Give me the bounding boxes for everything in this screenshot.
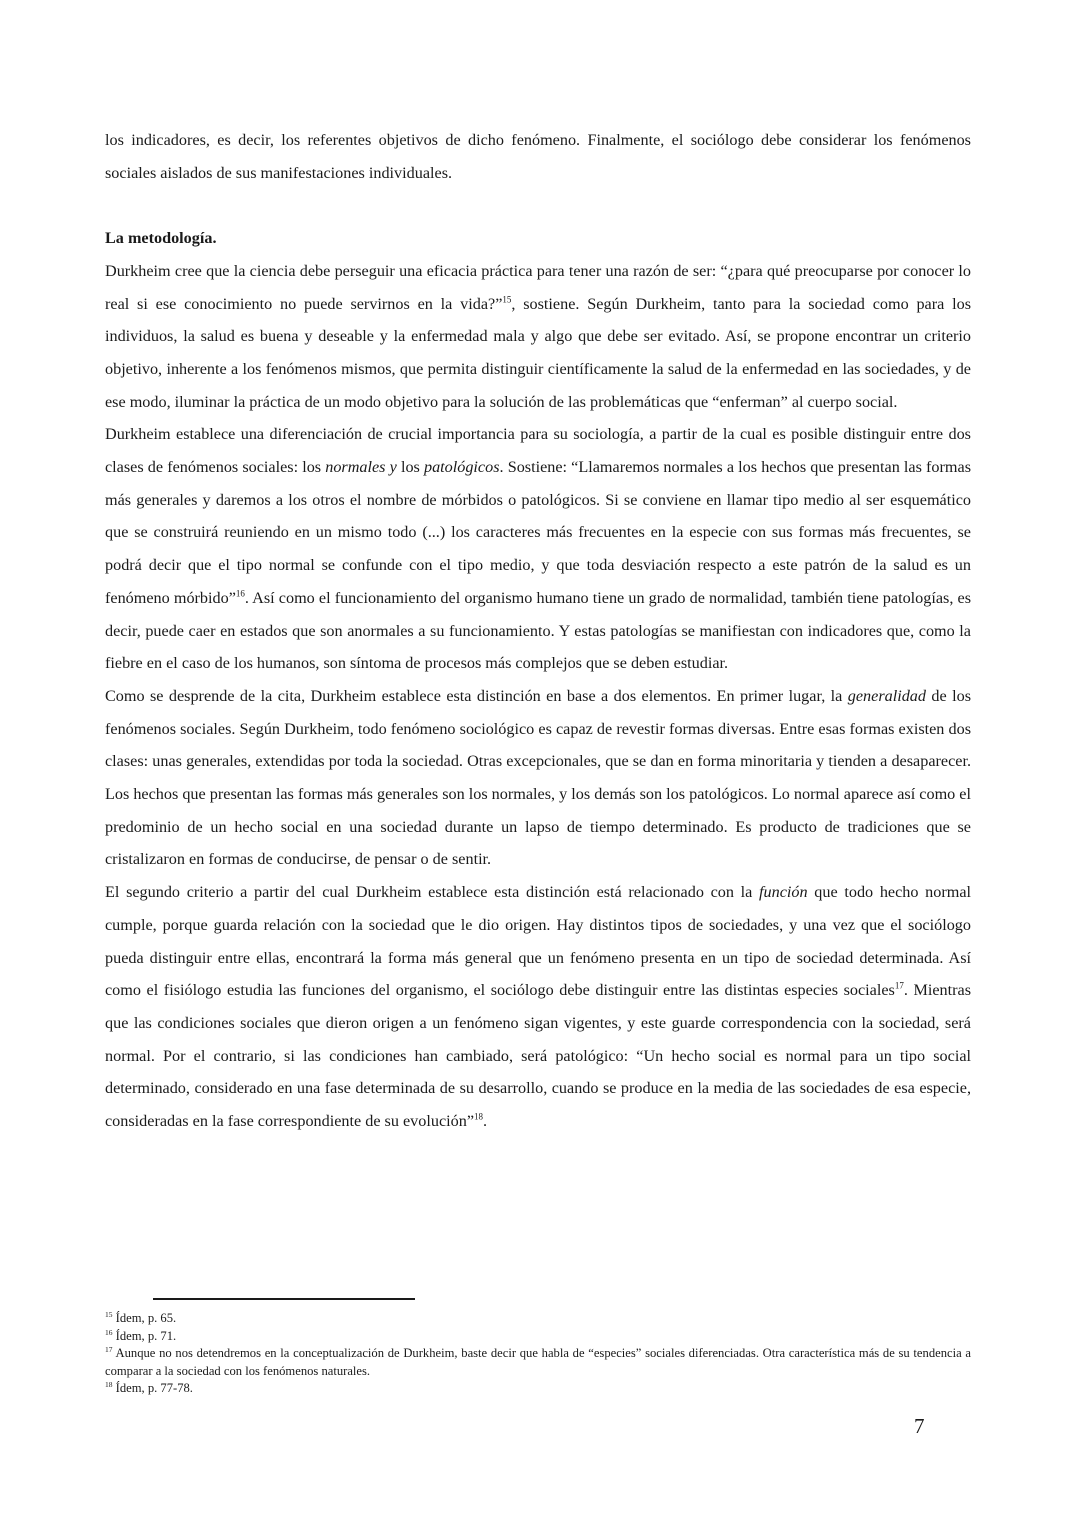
p1-text-b: , sostiene. Según Durkheim, tanto para la sociedad como para los individuos, la salud es buena y deseable y la enfermedad mala y algo que debe ser evitado. Así, se propone encontrar un criterio objetivo, inherente a los fenómenos mismos, que permita distinguir científicamente la salud de la enfermedad en las sociedades, y de ese modo, iluminar la práctica de un modo objetivo para la solución de las problemáticas que “enferman” al cuerpo social. — [105, 294, 971, 411]
p2-emphasis-normales: normales y — [325, 458, 397, 477]
p3-text-b: de los fenómenos sociales. Según Durkheim, todo fenómeno sociológico es capaz de revestir formas diversas. Entre esas formas existen dos clases: unas generales, extendidas por toda la sociedad. Otras excepcionales, que se dan en forma minoritaria y tienden a desaparecer. Los hechos que presentan las formas más generales son los normales, y los demás son los patológicos. Lo normal aparece así como el predominio de un hecho social en una sociedad durante un lapso de tiempo determinado. Es producto de tradiciones que se cristalizaron en formas de conducirse, de pensar o de sentir. — [105, 686, 971, 869]
footnote — [105, 1310, 971, 1328]
footnote-text: Aunque no nos detendremos en la conceptualización de Durkheim, baste decir que habla de “especies” sociales diferenciadas. Otra característica más de su tendencia a comparar a la sociedad con los fenómenos naturales. — [105, 1346, 971, 1378]
p3-emphasis-generalidad: generalidad — [847, 686, 926, 705]
p3-text-a: Como se desprende de la cita, Durkheim establece esta distinción en base a dos elementos. En primer lugar, la — [105, 686, 848, 705]
paragraph-4 — [105, 876, 971, 1138]
paragraph-3 — [105, 680, 971, 876]
footnote-text: Ídem, p. 71. — [112, 1328, 177, 1343]
section-heading: La metodología. — [105, 229, 217, 248]
footnote-separator — [153, 1298, 415, 1300]
footnote-ref-17[interactable]: 17 — [894, 980, 904, 991]
footnote — [105, 1380, 971, 1398]
p4-text-b: que todo hecho normal cumple, porque guarda relación con la sociedad que le dio origen. Hay distintos tipos de sociedades, y una vez que el sociólogo pueda distinguir entre ellas, encontrará la forma más general que un fenómeno presenta en un tipo de sociedad determinada. Así como el fisiólogo estudia las funciones del organismo, el sociólogo debe distinguir entre las distintas especies sociales — [105, 883, 972, 1000]
p2-text-d: . Así como el funcionamiento del organismo humano tiene un grado de normalidad, también tiene patologías, es decir, puede caer en estados que son anormales a su funcionamiento. Y estas patologías se manifiestan con indicadores que, como la fiebre en el caso de los humanos, son síntoma de procesos más complejos que se deben estudiar. — [105, 588, 972, 673]
p4-emphasis-funcion: función — [759, 883, 808, 902]
footnote-number: 16 — [105, 1327, 113, 1337]
footnote-number: 15 — [105, 1309, 113, 1319]
footnote-number: 18 — [105, 1379, 113, 1389]
footnote — [105, 1345, 971, 1380]
p4-text-a: El segundo criterio a partir del cual Durkheim establece esta distinción está relacionado con la — [105, 883, 760, 902]
p2-text-c: . Sostiene: “Llamaremos normales a los hechos que presentan las formas más generales y daremos a los otros el nombre de mórbidos o patológicos. Si se conviene en llamar tipo medio al ser esquemático que se construirá reuniendo en un mismo todo (...) los caracteres más frecuentes en la especie con sus formas más frecuentes, se podrá decir que el tipo normal se confunde con el tipo medio, y que toda desviación respecto a este patrón de la salud es un fenómeno mórbido” — [105, 458, 971, 607]
p1-text-a: Durkheim cree que la ciencia debe perseguir una eficacia práctica para tener una razón de ser: “¿para qué preocuparse por conocer lo real si ese conocimiento no puede servirnos en la vida?” — [105, 261, 971, 313]
footnote — [105, 1328, 971, 1346]
p4-text-d: . — [483, 1112, 488, 1131]
footnote-ref-18[interactable]: 18 — [474, 1111, 484, 1122]
p2-text-b: los — [396, 458, 424, 477]
paragraph-1 — [105, 255, 971, 419]
footnotes — [105, 1310, 971, 1398]
footnote-ref-16[interactable]: 16 — [235, 588, 245, 599]
p4-text-c: . Mientras que las condiciones sociales que dieron origen a un fenómeno sigan vigentes, y este guarde correspondencia con la sociedad, será normal. Por el contrario, si las condiciones han cambiado, será patológico: “Un hecho social es normal para un tipo social determinado, considerado en una fase determinada de su desarrollo, cuando se produce en la media de las sociedades de esa especie, consideradas en la fase correspondiente de su evolución” — [105, 981, 971, 1131]
main-text — [105, 124, 971, 1138]
footnote-text: Ídem, p. 77-78. — [112, 1381, 193, 1395]
p2-text-a: Durkheim establece una diferenciación de crucial importancia para su sociología, a partir de la cual es posible distinguir entre dos clases de fenómenos sociales: los — [105, 425, 971, 477]
paragraph-2 — [105, 418, 971, 680]
footnote-text: Ídem, p. 65. — [112, 1311, 177, 1325]
page-number: 7 — [914, 1414, 925, 1438]
footnote-number: 17 — [105, 1344, 113, 1354]
p2-emphasis-patologicos: patológicos — [423, 458, 500, 477]
intro-paragraph — [105, 124, 971, 189]
intro-text: los indicadores, es decir, los referentes objetivos de dicho fenómeno. Finalmente, el sociólogo debe considerar los fenómenos sociales aislados de sus manifestaciones individuales. — [105, 131, 971, 182]
footnote-ref-15[interactable]: 15 — [502, 294, 512, 305]
paragraph-gap — [105, 189, 971, 222]
